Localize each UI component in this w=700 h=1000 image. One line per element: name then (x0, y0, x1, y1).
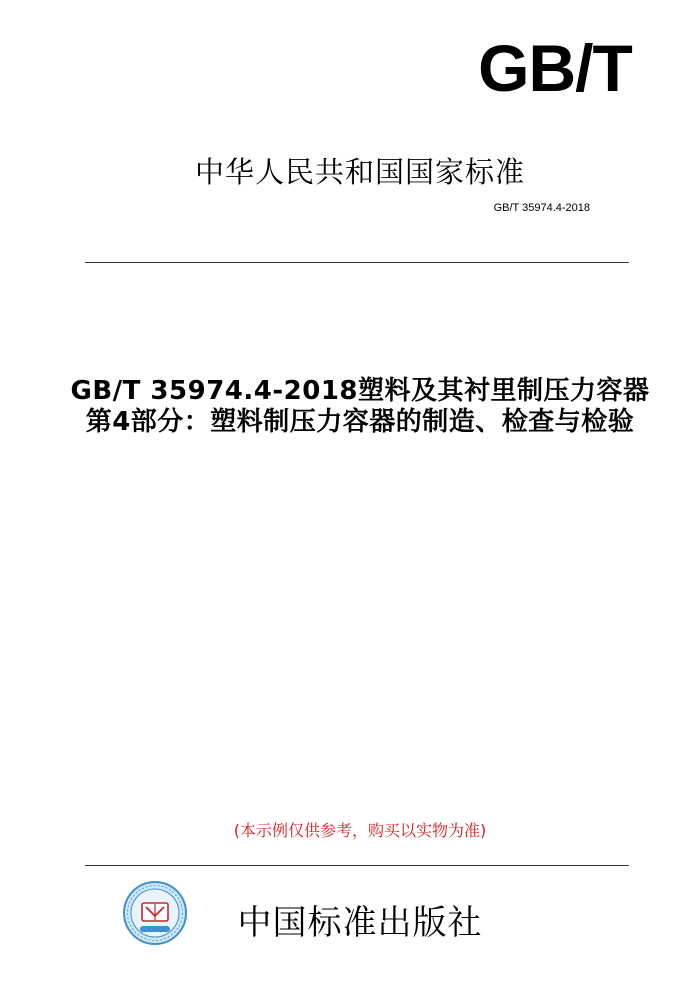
sample-disclaimer: (本示例仅供参考，购买以实物为准) (233, 821, 487, 840)
gbt-logo: GB/T (478, 31, 632, 105)
publisher-seal-icon (122, 880, 188, 946)
publisher-name: 中国标准出版社 (237, 903, 483, 943)
top-divider (85, 262, 629, 263)
document-title: GB/T 35974.4-2018塑料及其衬里制压力容器第4部分：塑料制压力容器的制造、检查与检验 (70, 376, 650, 437)
national-standard-heading: 中华人民共和国国家标准 (194, 155, 525, 189)
standard-number: GB/T 35974.4-2018 (493, 202, 590, 214)
bottom-divider (85, 865, 629, 866)
